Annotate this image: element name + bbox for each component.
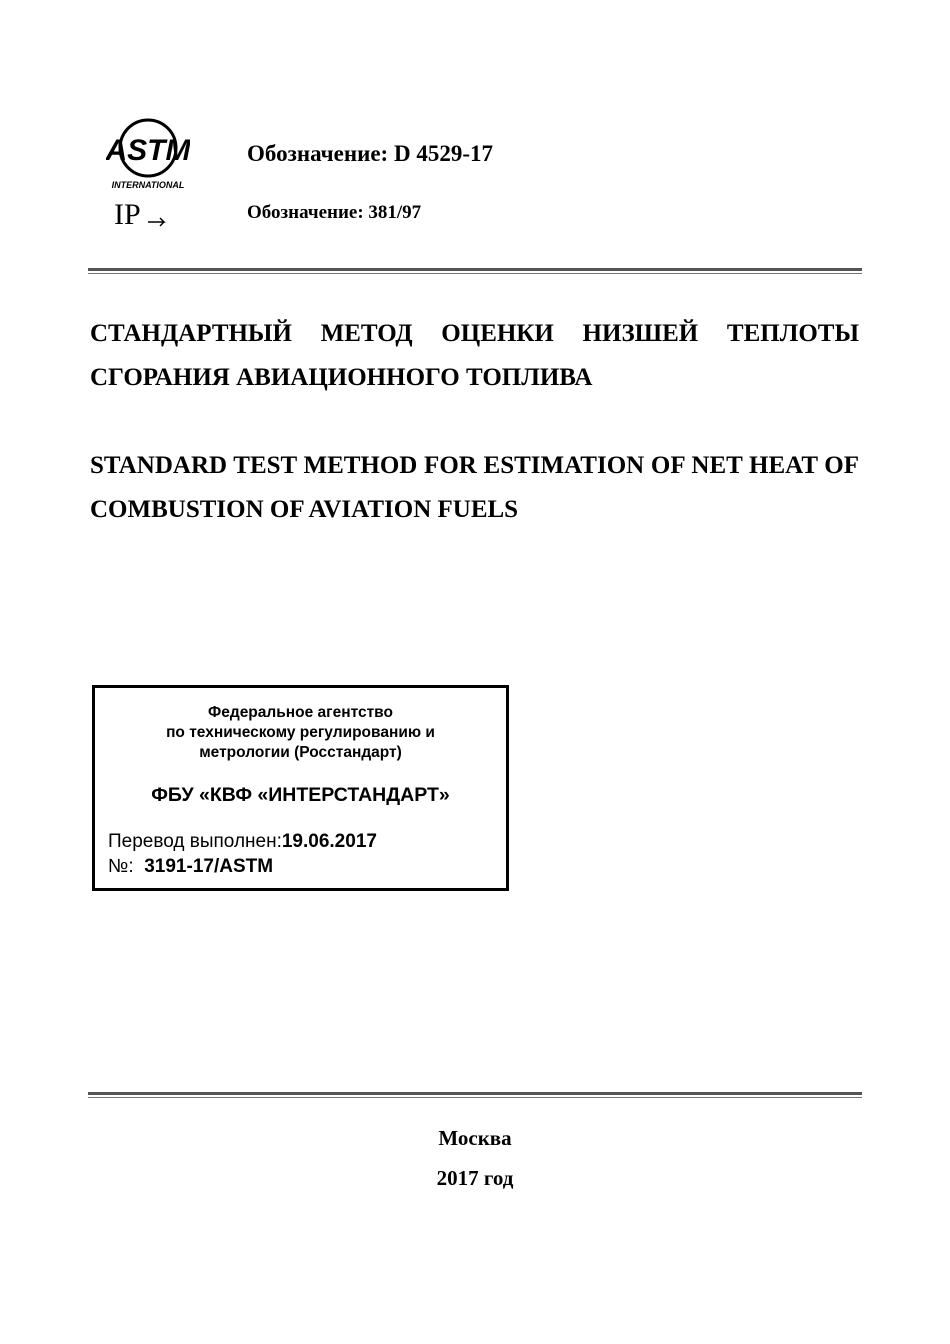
footer-year: 2017 год (436, 1166, 514, 1190)
stamp-agency-line: метрологии (Росстандарт) (199, 744, 402, 761)
astm-logo-text: ASTM (106, 134, 190, 167)
title-russian: СТАНДАРТНЫЙ МЕТОД ОЦЕНКИ НИЗШЕЙ ТЕПЛОТЫ СГОРАНИЯ АВИАЦИОННОГО ТОПЛИВА (90, 320, 859, 391)
top-divider (88, 268, 862, 274)
title-english: STANDARD TEST METHOD FOR ESTIMATION OF NET HEAT OF COMBUSTION OF AVIATION FUELS (90, 452, 859, 523)
bottom-divider (88, 1092, 862, 1098)
stamp-organization: ФБУ «КВФ «ИНТЕРСТАНДАРТ» (151, 784, 450, 806)
stamp-translation-date (108, 831, 377, 853)
stamp-agency-line: Федеральное агентство (208, 704, 393, 721)
stamp-agency-line: по техническому регулированию и (166, 724, 435, 741)
designation-ip: Обозначение: 381/97 (247, 202, 422, 223)
translation-stamp (92, 685, 509, 891)
stamp-agency (95, 703, 506, 763)
stamp-number (108, 856, 273, 878)
translation-date: 19.06.2017 (281, 831, 377, 852)
translation-label: Перевод выполнен: (108, 831, 282, 852)
ip-logo-text: IP (114, 198, 141, 230)
number-value: 3191-17/ASTM (144, 856, 274, 877)
footer-city: Москва (438, 1126, 512, 1150)
designation-astm: Обозначение: D 4529-17 (247, 141, 493, 166)
number-label: №: (108, 856, 134, 877)
astm-logo-subtext: INTERNATIONAL (111, 180, 185, 190)
astm-logo (106, 118, 190, 192)
ip-logo (112, 196, 170, 230)
